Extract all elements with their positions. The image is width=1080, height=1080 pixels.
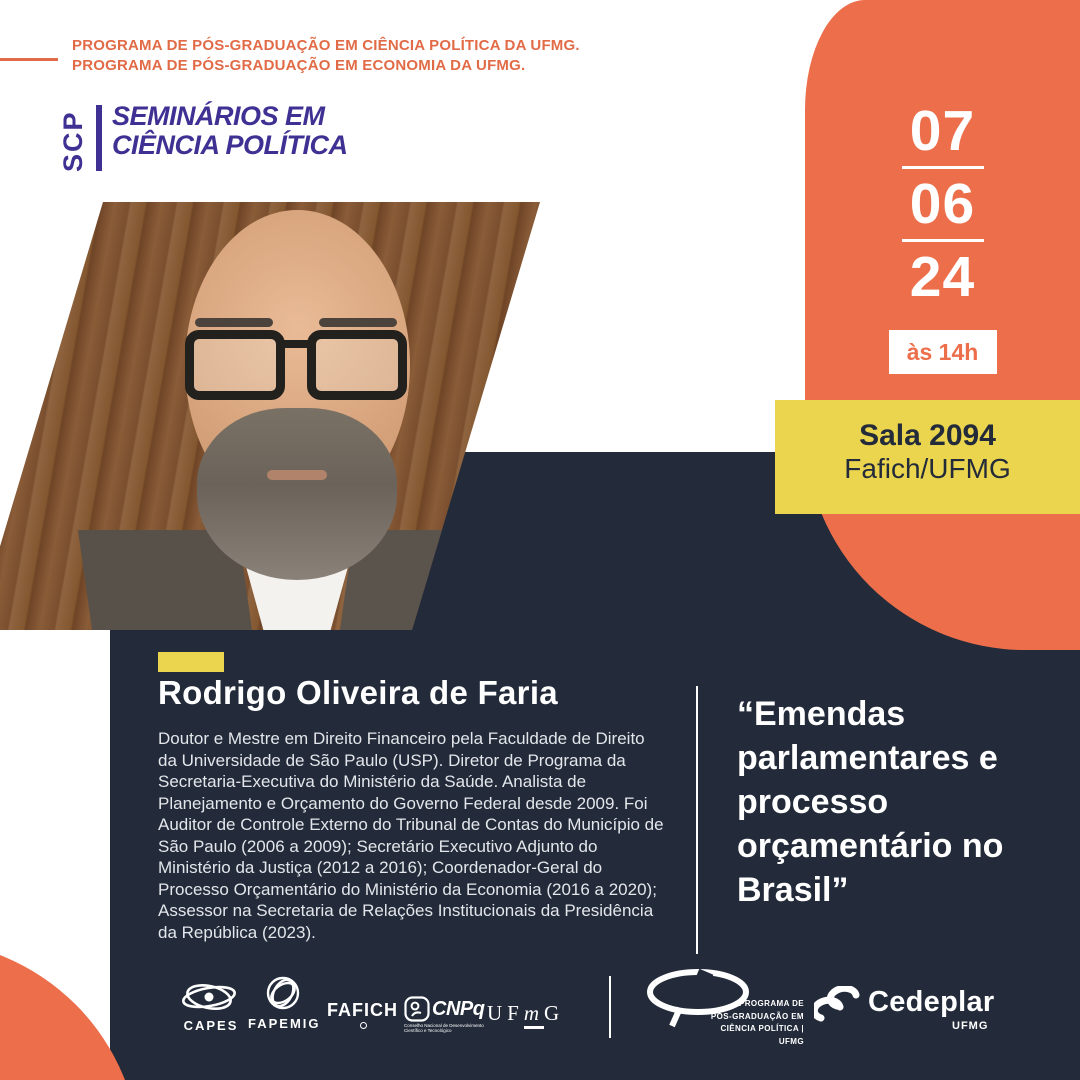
scp-wordmark-line2: CIÊNCIA POLÍTICA [112,130,348,160]
scp-divider-bar [96,105,102,171]
fapemig-label: FAPEMIG [248,1016,321,1031]
header-program-line1: PROGRAMA DE PÓS-GRADUAÇÃO EM CIÊNCIA POLÍTICA DA UFMG. [72,37,580,54]
header-program-line2: PROGRAMA DE PÓS-GRADUAÇÃO EM ECONOMIA DA UFMG. [72,57,526,74]
date-month: 06 [909,172,976,236]
speaker-glasses [183,330,411,404]
scp-wordmark [112,102,348,160]
speaker-mouth [267,470,327,480]
event-time-badge: às 14h [889,330,997,374]
name-accent-tag [158,652,224,672]
footer-divider-line [609,976,611,1038]
speaker-name: Rodrigo Oliveira de Faria [158,674,558,711]
program-text-line3: CIÊNCIA POLÍTICA | UFMG [720,1024,804,1046]
speaker-eyebrow [195,318,273,327]
capes-icon [180,982,238,1016]
speaker-beard [197,408,397,580]
program-text-line1: PROGRAMA DE [739,999,804,1008]
header-accent-rule [0,58,58,61]
ufmg-letter-g: G [544,1001,565,1025]
talk-title-quote: “Emendas parlamentares e processo orçamentário no Brasil” [737,695,1004,909]
scp-acronym: SCP [58,110,88,172]
glasses-lens [307,330,407,400]
ufmg-letter-u: U [487,1001,508,1025]
cedeplar-icon [814,986,864,1028]
fafich-logo [327,1000,398,1021]
ufmg-letter-m: m [524,1001,544,1029]
ufmg-logo [487,1001,564,1026]
scp-wordmark-line1: SEMINÁRIOS EM [112,101,325,131]
date-year: 24 [909,245,976,309]
fafich-label: FAFICH [327,1000,398,1020]
glasses-lens [185,330,285,400]
date-orange-shape [805,0,1080,650]
cnpq-icon [404,996,430,1022]
cedeplar-sublabel: UFMG [952,1020,989,1032]
date-separator [902,239,984,242]
fapemig-icon [262,974,304,1014]
date-day: 07 [909,99,976,163]
capes-logo [180,982,242,1033]
quote-divider-line [696,686,698,954]
ufmg-letter-f: F [507,1001,524,1025]
program-text-line2: PÓS-GRADUAÇÃO EM [710,1011,804,1021]
speaker-bio: Doutor e Mestre em Direito Financeiro pela Faculdade de Direito da Universidade de São Paulo (USP). Diretor de Programa da Secretaria-Executiva do Ministério da Saúde. Analista de Planejamento e Orçamento do Governo Federal desde 2009. Foi Auditor de Controle Externo do Tribunal de Contas do Município de São Paulo (2006 a 2009); Secretário Executivo Adjunto do Ministério da Justiça (2012 a 2016); Coordenador-Geral do Processo Orçamentário do Ministério da Economia (2016 a 2020); Assessor na Secretaria de Relações Institucionais da Presidência da República (2023). [158,729,664,942]
event-date [805,99,1080,374]
location-box [775,400,1080,514]
capes-label: CAPES [183,1018,239,1033]
program-logo-text [700,998,804,1048]
date-separator [902,166,984,169]
cnpq-label: CNPq [432,997,485,1020]
fafich-ring-icon [360,1022,367,1029]
header-programs [72,36,580,76]
cedeplar-label: Cedeplar [868,986,995,1018]
cnpq-subtitle: Conselho Nacional de Desenvolvimento Científico e Tecnológico [404,1023,484,1033]
fapemig-logo [248,974,321,1031]
glasses-bridge [281,340,311,348]
footer-logos [0,960,1080,1080]
location-building: Fafich/UFMG [844,453,1011,484]
location-room: Sala 2094 [859,419,996,452]
speaker-eyebrow [319,318,397,327]
